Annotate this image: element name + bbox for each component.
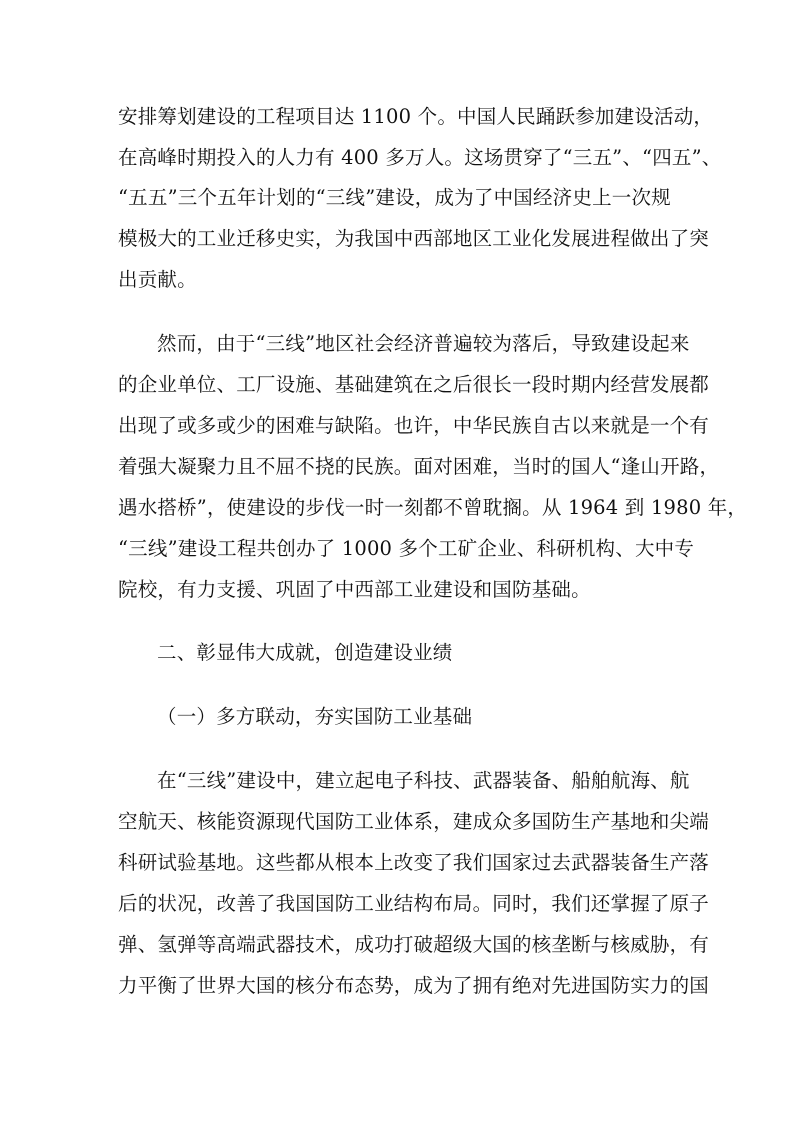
paragraph-3-line-6: 力平衡了世界大国的核分布态势，成为了拥有绝对先进国防实力的国 xyxy=(118,974,710,997)
paragraph-1-line-3: “五五”三个五年计划的“三线”建设，成为了中国经济史上一次规 xyxy=(118,186,671,209)
paragraph-1-line-5: 出贡献。 xyxy=(118,268,197,291)
paragraph-2-line-6: “三线”建设工程共创办了 1000 多个工矿企业、科研机构、大中专 xyxy=(118,537,695,560)
paragraph-2-line-5: 遇水搭桥”，使建设的步伐一时一刻都不曾耽搁。从 1964 到 1980 年， xyxy=(118,496,748,519)
paragraph-3-line-4: 后的状况，改善了我国国防工业结构布局。同时，我们还掌握了原子 xyxy=(118,892,710,915)
subsection-heading: （一）多方联动，夯实国防工业基础 xyxy=(157,705,473,728)
paragraph-1-line-4: 模极大的工业迁移史实，为我国中西部地区工业化发展进程做出了突 xyxy=(118,227,710,250)
paragraph-2-line-3: 出现了或多或少的困难与缺陷。也许，中华民族自古以来就是一个有 xyxy=(118,414,710,437)
paragraph-3-line-5: 弹、氢弹等高端武器技术，成功打破超级大国的核垄断与核威胁，有 xyxy=(118,933,710,956)
paragraph-2-line-4: 着强大凝聚力且不屈不挠的民族。面对困难，当时的国人“逢山开路， xyxy=(118,455,720,478)
paragraph-1-line-2: 在高峰时期投入的人力有 400 多万人。这场贯穿了“三五”、“四五”、 xyxy=(118,146,722,169)
paragraph-2-line-1: 然而，由于“三线”地区社会经济普遍较为落后，导致建设起来 xyxy=(157,332,690,355)
section-heading: 二、彰显伟大成就，创造建设业绩 xyxy=(157,641,453,664)
paragraph-2-line-2: 的企业单位、工厂设施、基础建筑在之后很长一段时期内经营发展都 xyxy=(118,373,710,396)
paragraph-3-line-3: 科研试验基地。这些都从根本上改变了我们国家过去武器装备生产落 xyxy=(118,851,710,874)
paragraph-3-line-2: 空航天、核能资源现代国防工业体系，建成众多国防生产基地和尖端 xyxy=(118,810,710,833)
paragraph-3-line-1: 在“三线”建设中，建立起电子科技、武器装备、船舶航海、航 xyxy=(157,769,690,792)
paragraph-1-line-1: 安排筹划建设的工程项目达 1100 个。中国人民踊跃参加建设活动， xyxy=(118,105,714,128)
paragraph-2-line-7: 院校，有力支援、巩固了中西部工业建设和国防基础。 xyxy=(118,578,591,601)
